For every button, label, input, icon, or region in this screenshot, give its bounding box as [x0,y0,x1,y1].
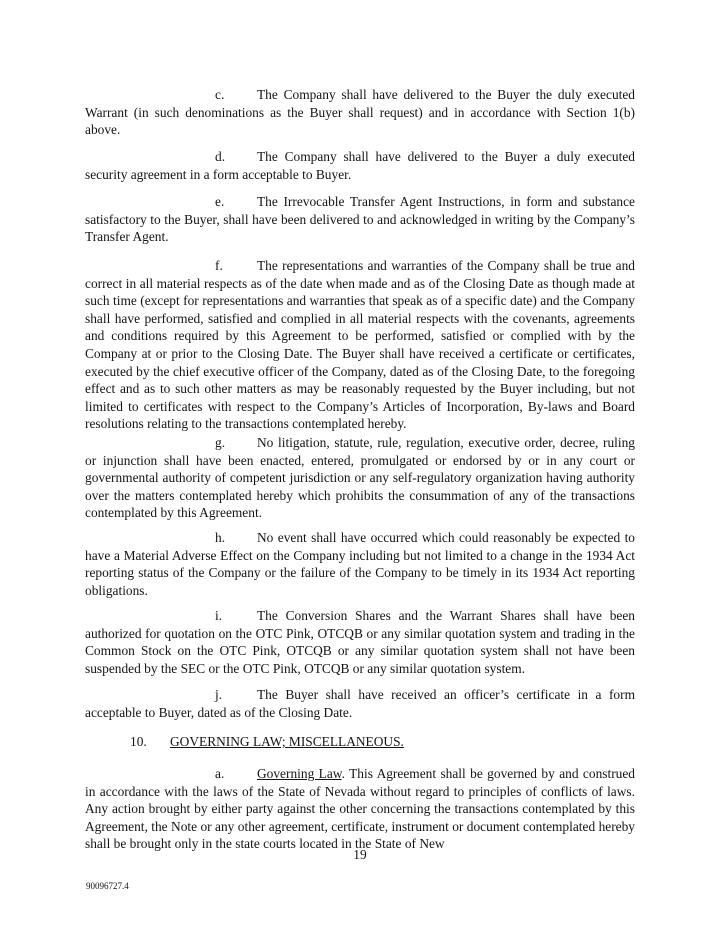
paragraph-j [85,686,635,721]
paragraph-text: The Conversion Shares and the Warrant Shares shall have been authorized for quotation on the OTC Pink, OTCQB or any similar quotation system and trading in the Common Stock on the OTC Pink, OTCQB or any similar quotation system shall not have been suspended by the SEC or the OTC Pink, OTCQB or any similar quotation system. [85,608,635,676]
section-heading [130,733,404,751]
paragraph-label: j. [215,687,223,702]
paragraph-label: g. [215,435,226,450]
paragraph-label: h. [215,530,226,545]
paragraph-label: i. [215,608,223,623]
paragraph-g [85,434,635,522]
document-id: 90096727.4 [86,881,129,891]
page-number: 19 [353,847,367,862]
paragraph-text: The Company shall have delivered to the Buyer the duly executed Warrant (in such denominations as the Buyer shall request) and in accordance with Section 1(b) above. [85,87,635,138]
paragraph-e [85,193,635,246]
paragraph-text: . This Agreement shall be governed by and construed in accordance with the laws of the State of Nevada without regard to principles of conflicts of laws. Any action brought by either party against the other concerning the transactions contemplated by this Agreement, the Note or any other agreement, certificate, instrument or document contemplated hereby shall be brought only in the state courts located in the State of New [85,766,635,852]
paragraph-text: The Company shall have delivered to the Buyer a duly executed security agreement in a form acceptable to Buyer. [85,149,635,182]
section-title: GOVERNING LAW; MISCELLANEOUS. [170,734,404,749]
paragraph-h [85,529,635,599]
paragraph-text: The Buyer shall have received an officer’s certificate in a form acceptable to Buyer, dated as of the Closing Date. [85,687,635,720]
paragraph-f [85,257,635,433]
paragraph-label: a. [215,766,225,781]
paragraph-label: e. [215,194,225,209]
paragraph-label: c. [215,87,225,102]
governing-law-heading: Governing Law [257,766,342,781]
paragraph-text: No event shall have occurred which could reasonably be expected to have a Material Adverse Effect on the Company including but not limited to a change in the 1934 Act reporting status of the Company or the failure of the Company to be timely in its 1934 Act reporting obligations. [85,530,635,598]
paragraph-d [85,148,635,183]
paragraph-text: The Irrevocable Transfer Agent Instructions, in form and substance satisfactory to the Buyer, shall have been delivered to and acknowledged in writing by the Company’s Transfer Agent. [85,194,635,245]
paragraph-text: No litigation, statute, rule, regulation, executive order, decree, ruling or injunction shall have been enacted, entered, promulgated or endorsed by or in any court or governmental authority of competent jurisdiction or any self-regulatory organization having authority over the matters contemplated hereby which prohibits the consummation of any of the transactions contemplated by this Agreement. [85,435,635,521]
section-number: 10. [130,734,147,749]
paragraph-text: The representations and warranties of the Company shall be true and correct in all material respects as of the date when made and as of the Closing Date as though made at such time (except for representations and warranties that speak as of a specific date) and the Company shall have performed, satisfied and complied in all material respects with the covenants, agreements and conditions required by this Agreement to be performed, satisfied or complied with by the Company at or prior to the Closing Date. The Buyer shall have received a certificate or certificates, executed by the chief executive officer of the Company, dated as of the Closing Date, to the foregoing effect and as to such other matters as may be reasonably requested by the Buyer including, but not limited to certificates with respect to the Company’s Articles of Incorporation, By-laws and Board resolutions relating to the transactions contemplated hereby. [85,258,635,432]
paragraph-i [85,607,635,677]
paragraph-label: f. [215,258,223,273]
paragraph-label: d. [215,149,226,164]
paragraph-governing-law [85,765,635,853]
paragraph-c [85,86,635,139]
